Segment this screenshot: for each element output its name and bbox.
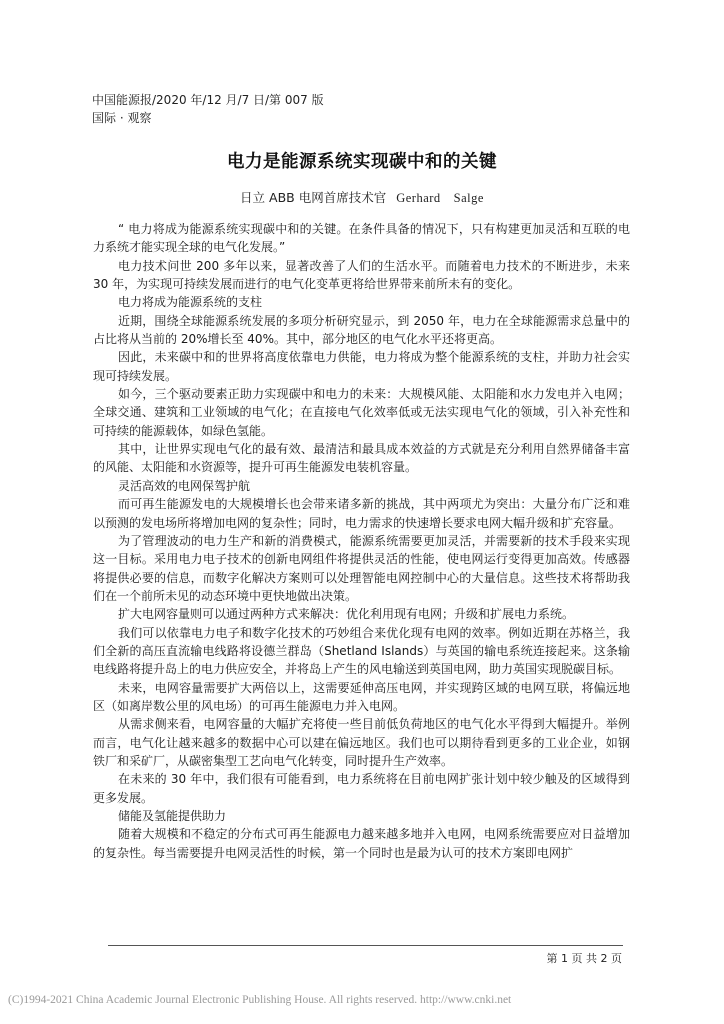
section-heading: 灵活高效的电网保驾护航	[118, 478, 251, 493]
paragraph: 从需求侧来看，电网容量的大幅扩充将使一些目前低负荷地区的电气化水平得到大幅提升。举例而言，电气化让越来越多的数据中心可以建在偏远地区。我们也可以期待看到更多的工业企业，如钢铁厂和采矿厂，从碳密集型工艺向电气化转变，同时提升生产效率。	[93, 717, 630, 768]
paragraph: 随着大规模和不稳定的分布式可再生能源电力越来越多地并入电网，电网系统需要应对日益增加的复杂性。每当需要提升电网灵活性的时候，第一个同时也是最为认可的技术方案即电网扩	[93, 827, 630, 860]
article-title: 电力是能源系统实现碳中和的关键	[227, 152, 497, 172]
paragraph: 在未来的 30 年中，我们很有可能看到，电力系统将在目前电网扩张计划中较少触及的区域得到更多发展。	[93, 772, 630, 805]
section-heading: 电力将成为能源系统的支柱	[118, 295, 263, 310]
paragraph: “ 电力将成为能源系统实现碳中和的关键。在条件具备的情况下，只有构建更加灵活和互联的电力系统才能实现全球的电气化发展。”	[93, 222, 630, 255]
copyright-watermark: (C)1994-2021 China Academic Journal Electronic Publishing House. All rights reserved. http://www.cnki.net	[8, 994, 512, 1006]
author-role: 日立 ABB 电网首席技术官	[240, 190, 387, 205]
byline	[0, 188, 724, 206]
paragraph: 如今，三个驱动要素正助力实现碳中和电力的未来：大规模风能、太阳能和水力发电并入电网；全球交通、建筑和工业领域的电气化；在直接电气化效率低或无法实现电气化的领域，引入补充性和可持续的能源载体，如绿色氢能。	[93, 387, 630, 438]
section-line: 国际 · 观察	[92, 111, 152, 125]
paragraph: 我们可以依靠电力电子和数字化技术的巧妙组合来优化现有电网的效率。例如近期在苏格兰，我们全新的高压直流输电线路将设德兰群岛（Shetland Islands）与英国的输电系统连接起来。这条输电线路将提升岛上的电力供应安全，并将岛上产生的风电输送到英国电网，助力英国实现脱碳目标。	[93, 625, 630, 677]
source-line: 中国能源报/2020 年/12 月/7 日/第 007 版	[92, 93, 324, 107]
paragraph: 扩大电网容量则可以通过两种方式来解决：优化利用现有电网；升级和扩展电力系统。	[118, 607, 575, 622]
paragraph: 其中，让世界实现电气化的最有效、最清洁和最具成本效益的方式就是充分利用自然界储备丰富的风能、太阳能和水资源等，提升可再生能源发电装机容量。	[93, 442, 630, 475]
paragraph: 未来，电网容量需要扩大两倍以上，这需要延伸高压电网，并实现跨区域的电网互联，将偏远地区（如离岸数公里的风电场）的可再生能源电力并入电网。	[93, 680, 630, 713]
paragraph: 因此，未来碳中和的世界将高度依靠电力供能，电力将成为整个能源系统的支柱，并助力社会实现可持续发展。	[93, 350, 630, 383]
author-name: Gerhard Salge	[396, 191, 484, 205]
paragraph: 近期，围绕全球能源系统发展的多项分析研究显示，到 2050 年，电力在全球能源需求总量中的占比将从当前的 20%增长至 40%。其中，部分地区的电气化水平还将更高。	[93, 313, 630, 347]
paragraph: 而可再生能源发电的大规模增长也会带来诸多新的挑战，其中两项尤为突出：大量分布广泛和难以预测的发电场所将增加电网的复杂性；同时，电力需求的快速增长要求电网大幅升级和扩充容量。	[93, 497, 630, 530]
article-body	[93, 220, 630, 862]
page-number: 第 1 页 共 2 页	[546, 952, 622, 965]
section-heading: 储能及氢能提供助力	[118, 809, 227, 823]
paragraph: 为了管理波动的电力生产和新的消费模式，能源系统需要更加灵活，并需要新的技术手段来实现这一目标。采用电力电子技术的创新电网组件将提供灵活的性能，使电网运行变得更加高效。传感器将提供必要的信息，而数字化解决方案则可以处理智能电网控制中心的大量信息。这些技术将帮助我们在一个前所未见的动态环境中更快地做出决策。	[93, 533, 630, 603]
paragraph: 电力技术问世 200 多年以来，显著改善了人们的生活水平。而随着电力技术的不断进步，未来 30 年，为实现可持续发展而进行的电气化变革更将给世界带来前所未有的变化。	[93, 258, 630, 292]
document-header	[92, 91, 324, 127]
footer-divider	[108, 945, 623, 946]
